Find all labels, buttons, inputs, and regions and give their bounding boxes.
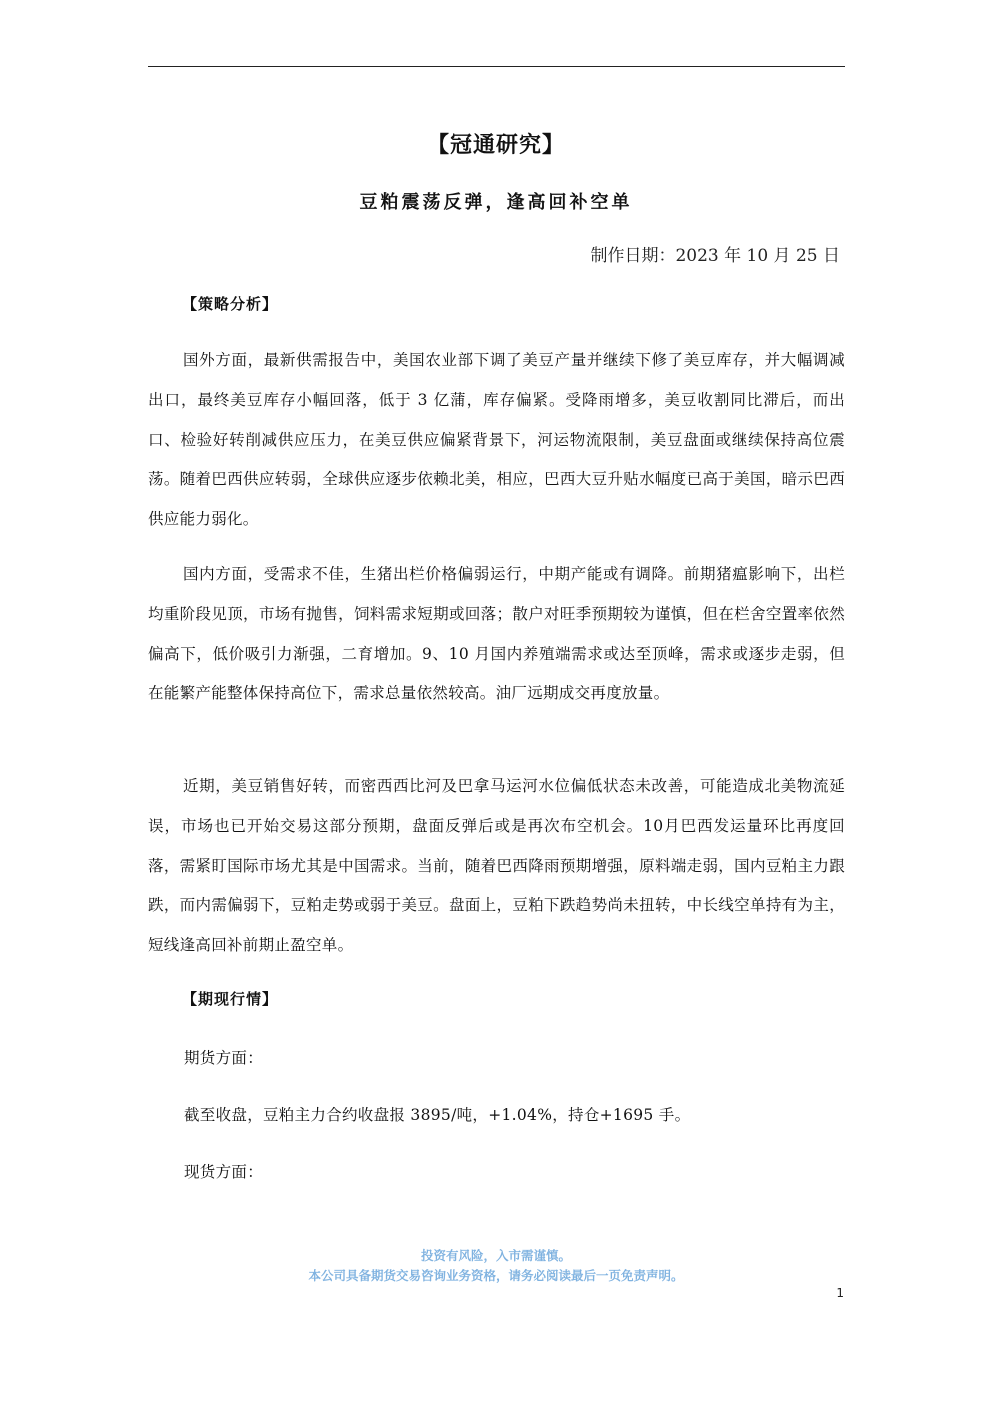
report-title: 豆粕震荡反弹，逢高回补空单 <box>359 192 633 213</box>
market-heading: 【期现行情】 <box>182 990 279 1008</box>
org-title: 【冠通研究】 <box>426 132 565 158</box>
report-date: 制作日期：2023 年 10 月 25 日 <box>590 246 840 266</box>
page-number: 1 <box>836 1286 844 1300</box>
spot-label: 现货方面： <box>184 1163 264 1181</box>
risk-warning: 投资有风险，入市需谨慎。 <box>420 1248 571 1263</box>
strategy-heading: 【策略分析】 <box>182 295 279 313</box>
header-rule <box>148 66 845 67</box>
strategy-paragraph-1: 国外方面，最新供需报告中，美国农业部下调了美豆产量并继续下修了美豆库存，并大幅调减出口，最终美豆库存小幅回落，低于 3 亿蒲，库存偏紧。受降雨增多，美豆收割同比滞后，而出口、检验好转削减供应压力，在美豆供应偏紧背景下，河运物流限制，美豆盘面或继续保持高位震荡。随着巴西供应转弱，全球供应逐步依赖北美，相应，巴西大豆升贴水幅度已高于美国，暗示巴西供应能力弱化。 <box>148 351 845 529</box>
disclaimer-notice: 本公司具备期货交易咨询业务资格，请务必阅读最后一页免责声明。 <box>308 1268 684 1283</box>
futures-label: 期货方面： <box>184 1049 264 1067</box>
strategy-paragraph-2: 国内方面，受需求不佳，生猪出栏价格偏弱运行，中期产能或有调降。前期猪瘟影响下，出栏均重阶段见顶，市场有抛售，饲料需求短期或回落；散户对旺季预期较为谨慎，但在栏舍空置率依然偏高下，低价吸引力渐强，二育增加。9、10 月国内养殖端需求或达至顶峰，需求或逐步走弱，但在能繁产能整体保持高位下，需求总量依然较高。油厂远期成交再度放量。 <box>148 565 845 703</box>
strategy-paragraph-3: 近期，美豆销售好转，而密西西比河及巴拿马运河水位偏低状态未改善，可能造成北美物流延误，市场也已开始交易这部分预期，盘面反弹后或是再次布空机会。10月巴西发运量环比再度回落，需紧盯国际市场尤其是中国需求。当前，随着巴西降雨预期增强，原料端走弱，国内豆粕主力跟跌，而内需偏弱下，豆粕走势或弱于美豆。盘面上，豆粕下跌趋势尚未扭转，中长线空单持有为主，短线逢高回补前期止盈空单。 <box>148 777 845 955</box>
futures-quote: 截至收盘，豆粕主力合约收盘报 3895/吨，+1.04%，持仓+1695 手。 <box>184 1106 691 1124</box>
